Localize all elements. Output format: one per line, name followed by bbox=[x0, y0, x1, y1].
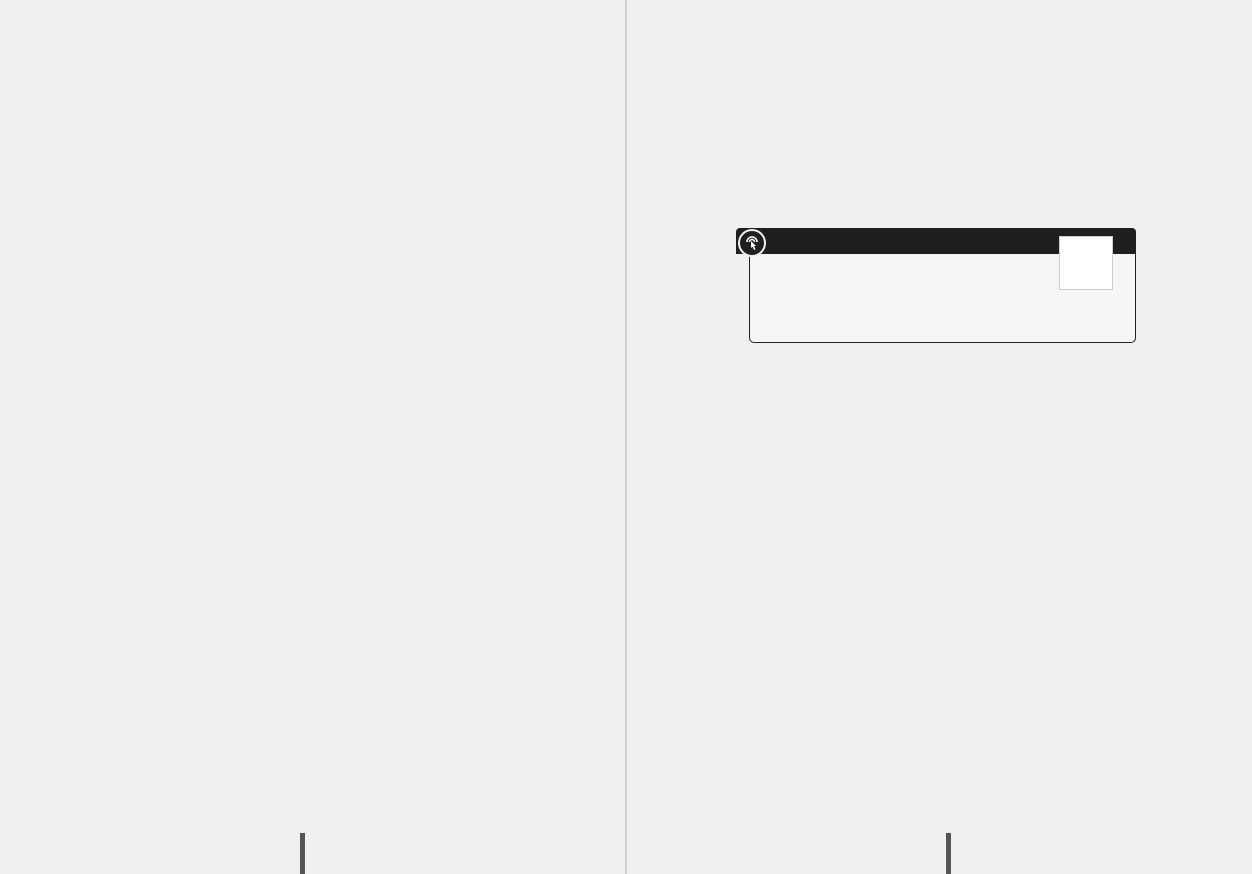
qr-code[interactable] bbox=[1059, 236, 1113, 290]
left-page bbox=[0, 0, 625, 874]
toc-column bbox=[51, 73, 565, 89]
folio-bar bbox=[300, 833, 305, 874]
page-folio bbox=[300, 833, 330, 874]
touch-icon bbox=[738, 229, 766, 257]
resource-box[interactable] bbox=[749, 228, 1136, 343]
page-folio bbox=[926, 833, 956, 874]
right-page bbox=[627, 0, 1252, 874]
folio-bar bbox=[946, 833, 951, 874]
